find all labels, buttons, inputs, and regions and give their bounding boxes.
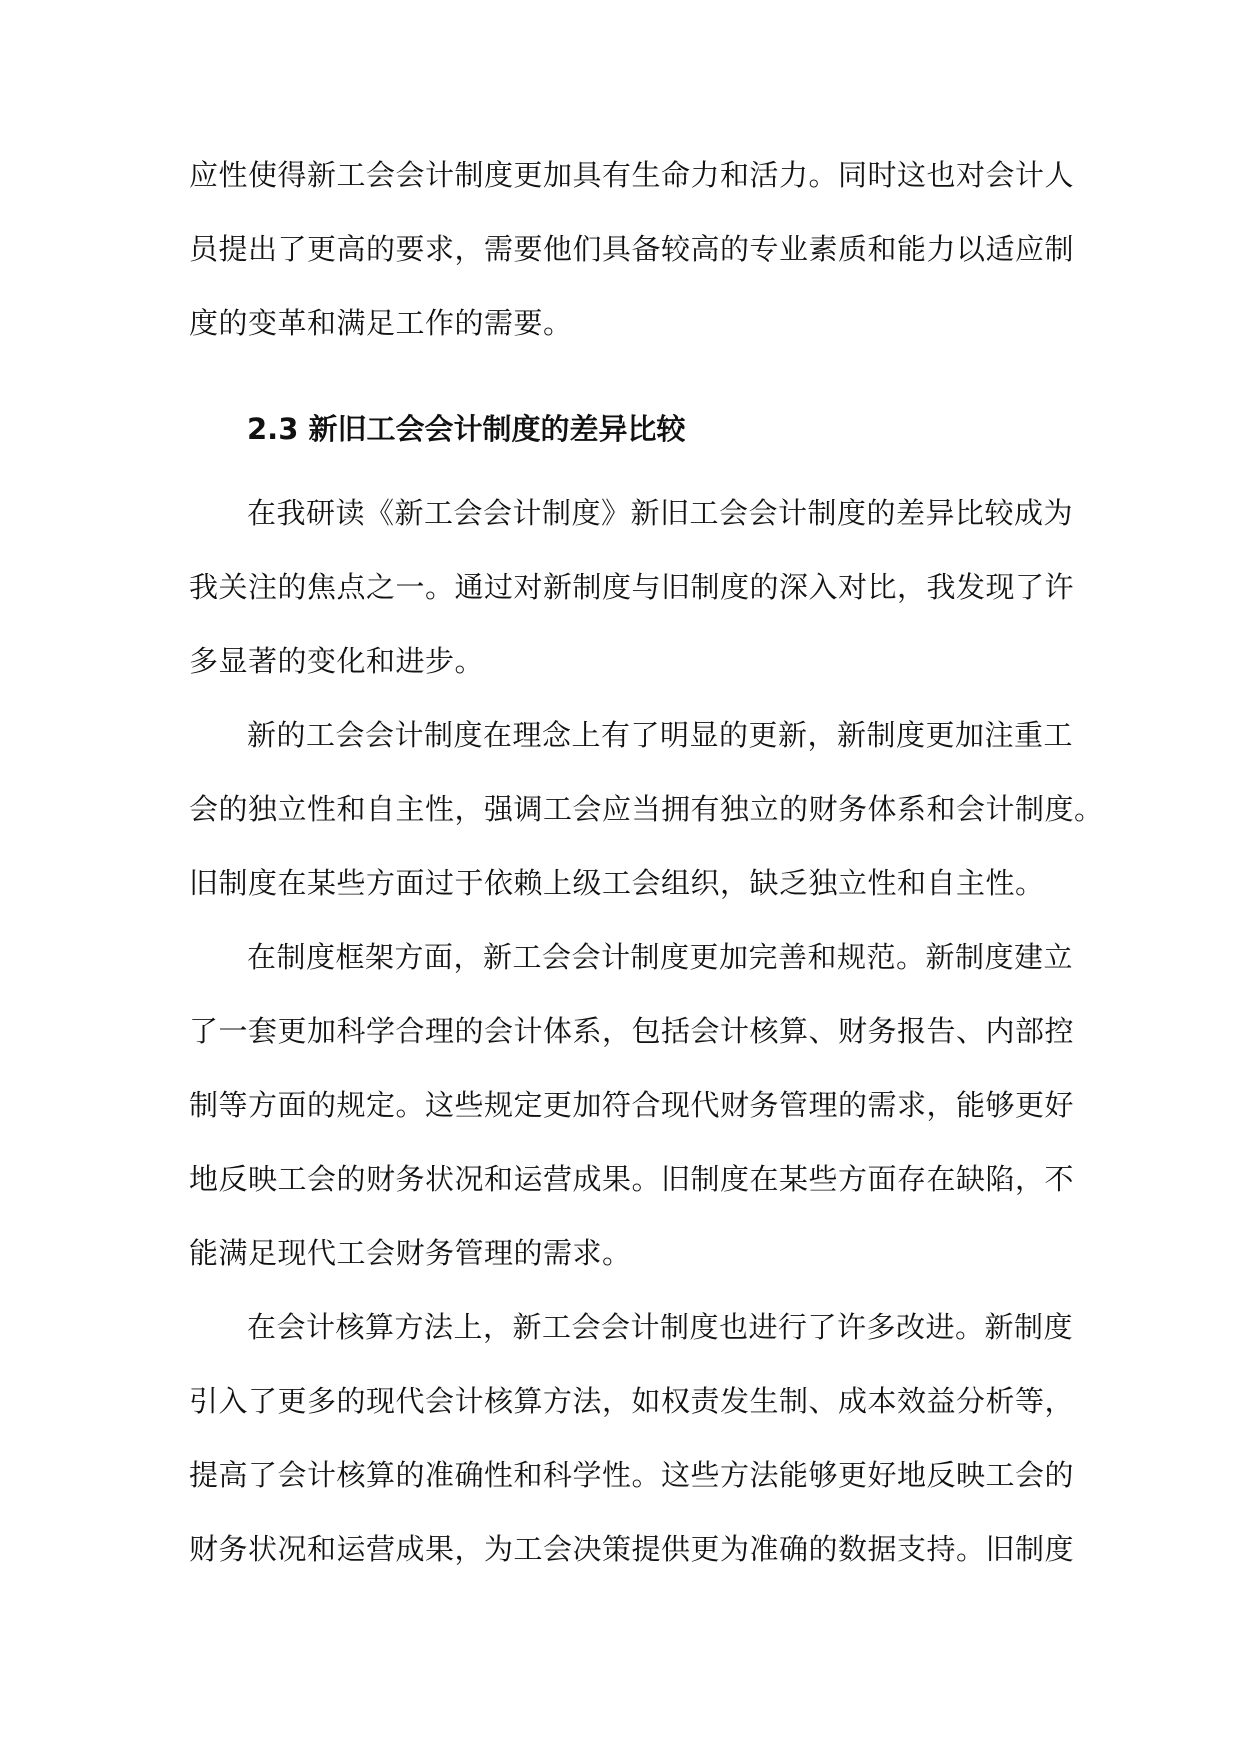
text-line: 应性使得新工会会计制度更加具有生命力和活力。同时这也对会计人 (189, 158, 1075, 192)
text-line: 度的变革和满足工作的需要。 (189, 306, 573, 340)
text-line: 在我研读《新工会会计制度》新旧工会会计制度的差异比较成为 (247, 496, 1074, 530)
text-line: 在制度框架方面，新工会会计制度更加完善和规范。新制度建立 (247, 940, 1074, 974)
text-line: 制等方面的规定。这些规定更加符合现代财务管理的需求，能够更好 (189, 1088, 1075, 1122)
paragraph-1 (189, 476, 1075, 698)
continuation-paragraph (189, 138, 1075, 360)
text-line: 能满足现代工会财务管理的需求。 (189, 1236, 632, 1270)
text-line: 财务状况和运营成果，为工会决策提供更为准确的数据支持。旧制度 (189, 1532, 1075, 1566)
text-line: 多显著的变化和进步。 (189, 644, 485, 678)
paragraph-3 (189, 920, 1075, 1290)
document-page (189, 138, 1104, 1586)
text-line: 员提出了更高的要求，需要他们具备较高的专业素质和能力以适应制 (189, 232, 1075, 266)
text-line: 旧制度在某些方面过于依赖上级工会组织，缺乏独立性和自主性。 (189, 866, 1045, 900)
text-line: 引入了更多的现代会计核算方法，如权责发生制、成本效益分析等， (189, 1384, 1075, 1418)
text-line: 会的独立性和自主性，强调工会应当拥有独立的财务体系和会计制度。 (189, 792, 1104, 826)
text-line: 在会计核算方法上，新工会会计制度也进行了许多改进。新制度 (247, 1310, 1074, 1344)
section-heading: 2.3 新旧工会会计制度的差异比较 (247, 412, 686, 446)
text-line: 了一套更加科学合理的会计体系，包括会计核算、财务报告、内部控 (189, 1014, 1075, 1048)
text-line: 地反映工会的财务状况和运营成果。旧制度在某些方面存在缺陷，不 (189, 1162, 1075, 1196)
paragraph-2 (189, 698, 1104, 920)
text-line: 我关注的焦点之一。通过对新制度与旧制度的深入对比，我发现了许 (189, 570, 1075, 604)
text-line: 提高了会计核算的准确性和科学性。这些方法能够更好地反映工会的 (189, 1458, 1075, 1492)
paragraph-4 (189, 1290, 1075, 1586)
text-line: 新的工会会计制度在理念上有了明显的更新，新制度更加注重工 (247, 718, 1074, 752)
